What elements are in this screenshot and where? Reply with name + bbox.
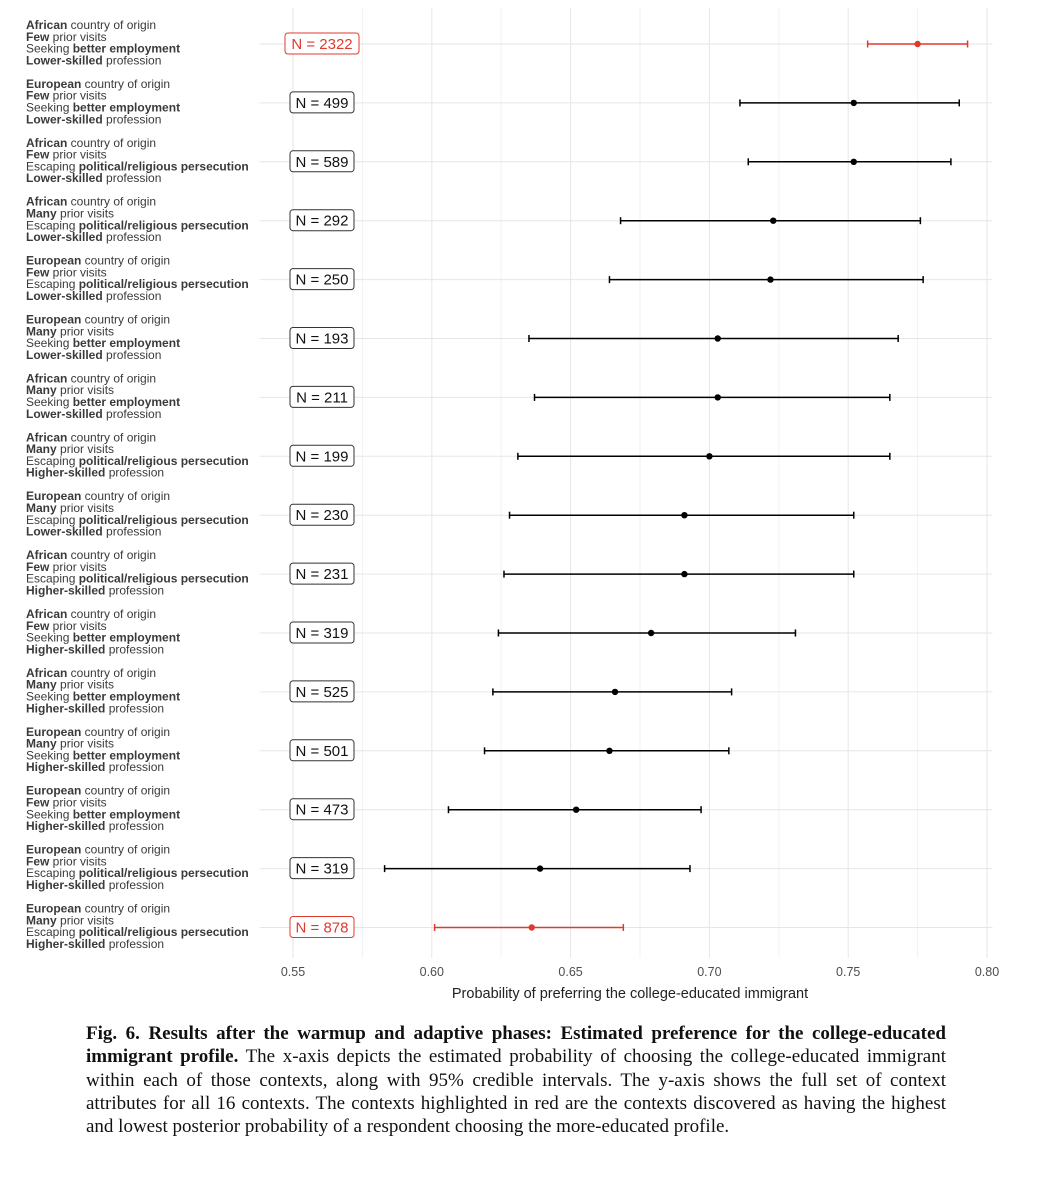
x-tick-label: 0.60 (419, 965, 444, 979)
n-label: N = 525 (295, 683, 349, 701)
estimate-point (715, 335, 721, 341)
n-label: N = 473 (295, 801, 349, 819)
context-label: European country of origin Few prior visits Seeking better employment Lower-skilled profession (26, 76, 181, 127)
estimate-point (770, 218, 776, 224)
y-axis-context-labels (26, 18, 249, 951)
n-label: N = 211 (296, 389, 348, 407)
n-label: N = 319 (295, 625, 349, 642)
estimate-point (606, 748, 612, 754)
n-label: N = 230 (295, 507, 349, 525)
context-label: European country of origin Few prior visits Escaping political/religious persecution Higher-skilled profession (26, 842, 249, 892)
x-tick-label: 0.55 (280, 965, 306, 979)
context-label: African country of origin Few prior visits Escaping political/religious persecution Higher-skilled profession (26, 548, 249, 598)
estimate-point (914, 41, 920, 47)
estimate-point (612, 689, 618, 695)
estimate-point (681, 571, 687, 577)
context-label: European country of origin Many prior visits Escaping political/religious persecution Higher-skilled profession (26, 901, 249, 951)
n-label: N = 292 (295, 212, 349, 230)
n-label: N = 193 (295, 330, 349, 348)
estimate-point (715, 394, 721, 400)
context-label: European country of origin Few prior visits Seeking better employment Higher-skilled profession (26, 783, 181, 834)
credible-interval-bars (385, 41, 968, 932)
x-axis-title: Probability of preferring the college-educated immigrant (451, 986, 809, 1002)
estimate-point (648, 630, 654, 636)
sample-size-labels (285, 33, 359, 938)
context-label: African country of origin Few prior visits Seeking better employment Lower-skilled profession (26, 18, 181, 68)
context-label: European country of origin Many prior visits Escaping political/religious persecution Lower-skilled profession (26, 489, 249, 539)
n-label: N = 2322 (291, 36, 353, 53)
x-tick-label: 0.70 (697, 965, 722, 979)
context-label: African country of origin Many prior visits Escaping political/religious persecution Lower-skilled profession (26, 194, 249, 245)
n-label: N = 589 (295, 153, 349, 171)
estimate-point (573, 807, 579, 813)
context-label: European country of origin Few prior visits Escaping political/religious persecution Lower-skilled profession (26, 253, 249, 303)
context-label: African country of origin Many prior visits Seeking better employment Higher-skilled profession (26, 665, 181, 716)
estimate-point (851, 159, 857, 165)
figure-caption (86, 1022, 946, 1138)
x-tick-label: 0.80 (974, 965, 1000, 979)
estimate-point (529, 924, 535, 930)
estimate-point (537, 865, 543, 871)
context-label: African country of origin Many prior visits Seeking better employment Lower-skilled profession (26, 371, 181, 421)
n-label: N = 319 (295, 860, 349, 878)
context-label: African country of origin Few prior visits Escaping political/religious persecution Lower-skilled profession (26, 135, 249, 186)
x-tick-label: 0.65 (558, 965, 583, 979)
caption-body: The x-axis depicts the estimated probability of choosing the college-educated immigrant within each of those contexts, along with 95% credible intervals. The y-axis shows the full set of context attributes for all 16 contexts. The contexts highlighted in red are the contexts discovered as having the highest and lowest posterior probability of a respondent choosing the more-educated profile. (86, 1046, 946, 1138)
n-label: N = 499 (295, 94, 349, 112)
context-label: European country of origin Many prior visits Seeking better employment Higher-skilled profession (26, 724, 181, 775)
gridlines (260, 8, 993, 958)
estimate-point (767, 276, 773, 282)
n-label: N = 878 (295, 919, 349, 937)
context-label: African country of origin Many prior visits Escaping political/religious persecution Higher-skilled profession (26, 430, 249, 480)
context-label: African country of origin Few prior visits Seeking better employment Higher-skilled profession (26, 607, 181, 657)
n-label: N = 501 (295, 742, 349, 760)
estimate-point (851, 100, 857, 106)
x-tick-label: 0.75 (836, 965, 861, 979)
context-label: European country of origin Many prior visits Seeking better employment Lower-skilled profession (26, 312, 181, 362)
n-label: N = 231 (295, 566, 349, 584)
estimate-point (706, 453, 712, 459)
n-label: N = 250 (295, 271, 349, 289)
caption-title: Fig. 6. Results after the warmup and adaptive phases: Estimated preference for the college-educated immigrant profile. (86, 1023, 946, 1068)
estimate-point (681, 512, 687, 518)
x-axis-tick-labels (281, 965, 999, 979)
n-label: N = 199 (295, 448, 349, 466)
